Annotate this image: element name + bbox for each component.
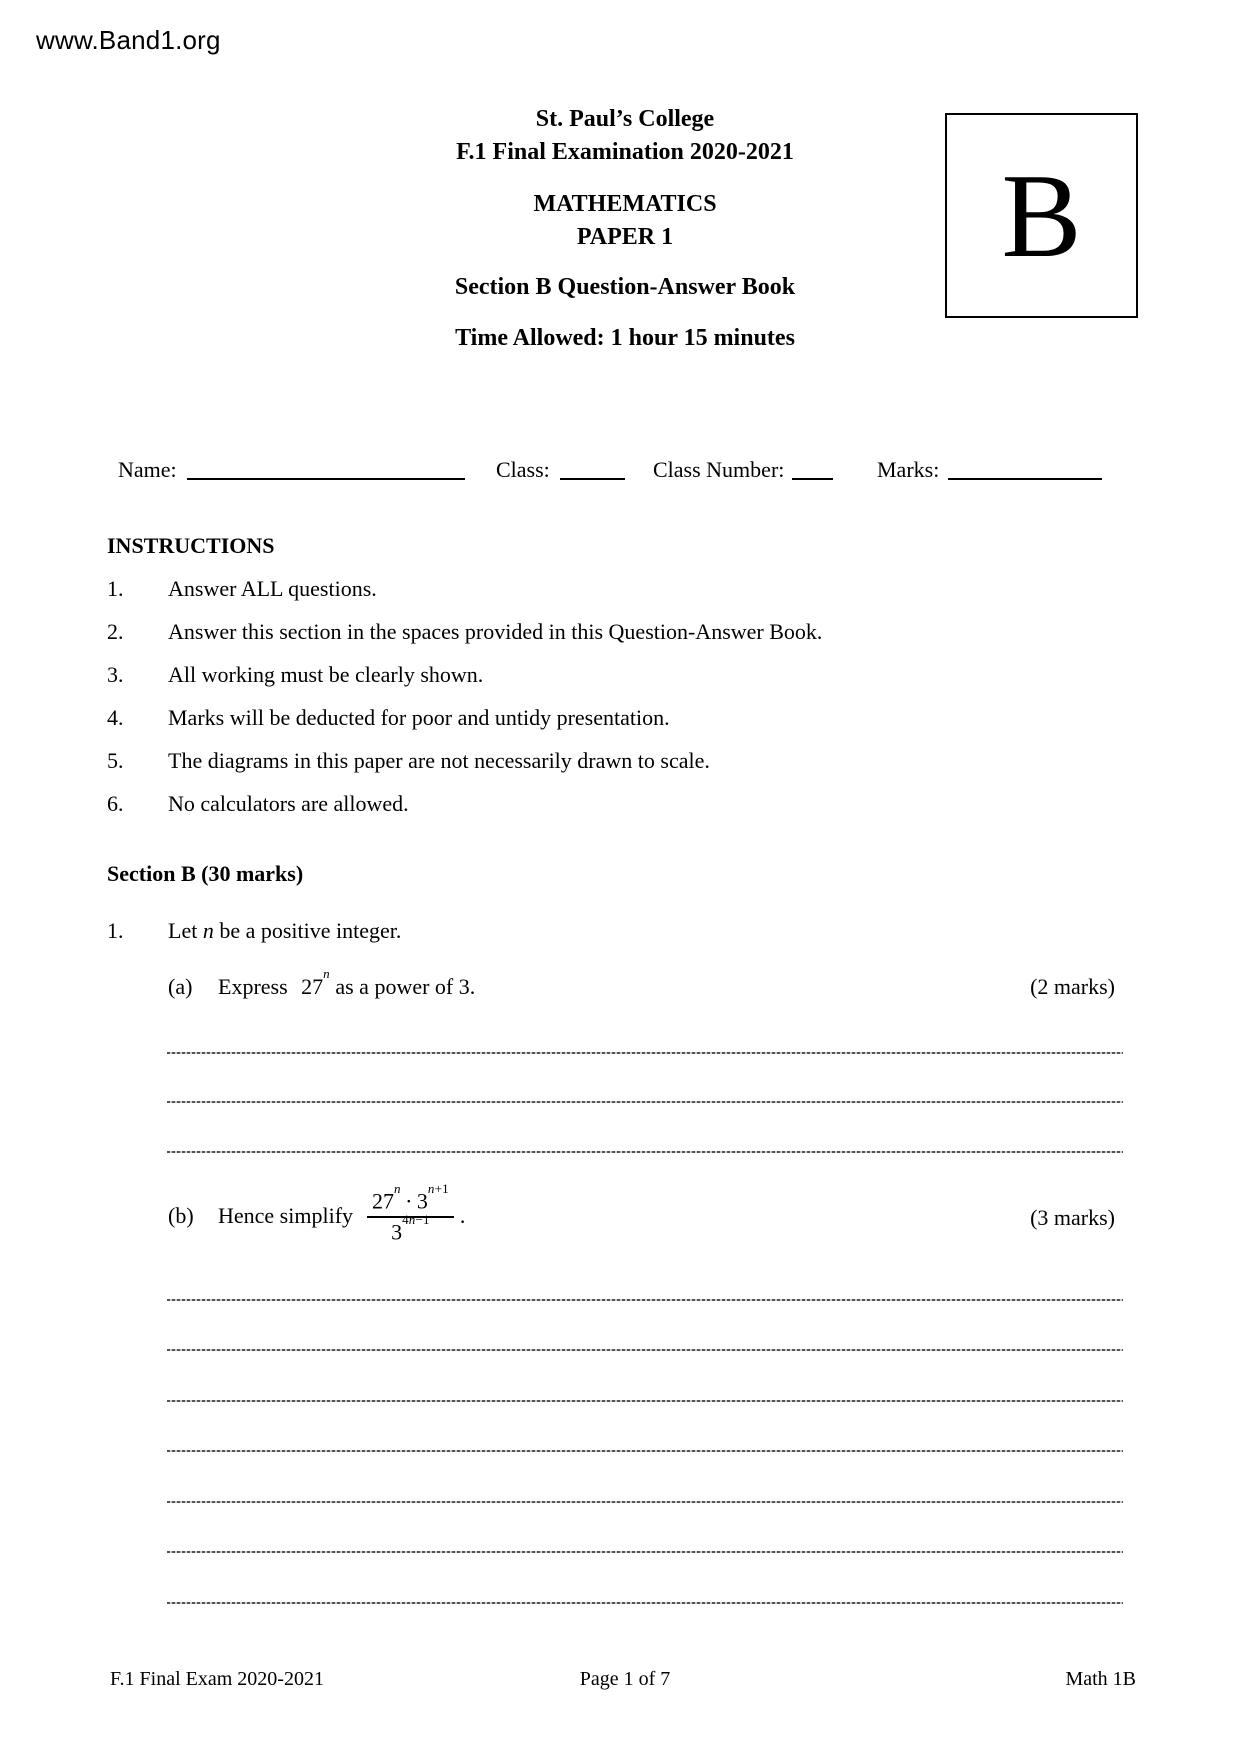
instruction-item bbox=[107, 662, 483, 688]
version-box bbox=[945, 113, 1138, 318]
subject-title: MATHEMATICS bbox=[533, 191, 717, 217]
instruction-text: All working must be clearly shown. bbox=[168, 662, 484, 687]
part-b-row bbox=[168, 1180, 465, 1252]
instruction-number: 3. bbox=[107, 662, 124, 687]
footer-page-number: Page 1 of 7 bbox=[579, 1668, 671, 1690]
version-letter: B bbox=[1001, 148, 1082, 282]
class-label: Class: bbox=[496, 457, 550, 482]
question-number: 1. bbox=[107, 918, 124, 943]
part-b-marks: (3 marks) bbox=[1030, 1205, 1115, 1230]
instructions-title: INSTRUCTIONS bbox=[107, 533, 275, 558]
instruction-item bbox=[107, 619, 822, 645]
book-title: Section B Question-Answer Book bbox=[454, 274, 796, 300]
instruction-item bbox=[107, 748, 710, 774]
class-blank bbox=[560, 458, 625, 480]
school-name: St. Paul’s College bbox=[535, 106, 715, 132]
name-field bbox=[118, 455, 465, 482]
instruction-item bbox=[107, 791, 409, 817]
instruction-number: 4. bbox=[107, 705, 124, 730]
fraction bbox=[367, 1181, 454, 1244]
instruction-text: Marks will be deducted for poor and untidy presentation. bbox=[168, 705, 670, 730]
paper-title: PAPER 1 bbox=[576, 224, 674, 250]
footer-left: F.1 Final Exam 2020-2021 bbox=[110, 1668, 324, 1690]
answer-line bbox=[167, 1052, 1123, 1054]
answer-line bbox=[167, 1400, 1123, 1402]
instruction-number: 2. bbox=[107, 619, 124, 644]
marks-field bbox=[877, 455, 1102, 482]
exam-title: F.1 Final Examination 2020-2021 bbox=[456, 139, 794, 165]
instruction-text: No calculators are allowed. bbox=[168, 791, 409, 816]
class-number-field bbox=[653, 455, 833, 482]
answer-line bbox=[167, 1299, 1123, 1301]
part-b-label: (b) bbox=[168, 1203, 194, 1228]
part-b-period: . bbox=[459, 1203, 466, 1228]
answer-line bbox=[167, 1151, 1123, 1153]
answer-line bbox=[167, 1349, 1123, 1351]
instruction-number: 5. bbox=[107, 748, 124, 773]
part-a-marks: (2 marks) bbox=[1030, 974, 1115, 999]
question-1-stem bbox=[107, 918, 401, 944]
fraction-numerator: $27^n \cdot 3^{n+1}$ bbox=[372, 1181, 449, 1214]
fraction-denominator: $3^{4n-1}$ bbox=[391, 1211, 430, 1244]
exponent-n-plus-1: n+1 bbox=[427, 1181, 449, 1197]
instruction-text: Answer ALL questions. bbox=[168, 576, 377, 601]
variable-n: n bbox=[202, 918, 214, 943]
stem-text: Let n be a positive integer. bbox=[168, 918, 402, 943]
class-number-label: Class Number: bbox=[653, 457, 785, 482]
time-allowed: Time Allowed: 1 hour 15 minutes bbox=[455, 325, 795, 351]
exponent-4n-minus-1: 4n−1 bbox=[402, 1211, 430, 1227]
marks-label: Marks: bbox=[877, 457, 940, 482]
part-a-text: Express 27$^n$ as a power of 3. bbox=[218, 966, 476, 1000]
section-title: Section B (30 marks) bbox=[107, 861, 304, 886]
class-field bbox=[496, 455, 625, 482]
part-a-label: (a) bbox=[168, 974, 193, 1000]
answer-line bbox=[167, 1501, 1123, 1503]
name-blank bbox=[187, 458, 465, 480]
exponent-n: n bbox=[323, 966, 330, 981]
name-label: Name: bbox=[118, 457, 177, 482]
instruction-text: The diagrams in this paper are not necessarily drawn to scale. bbox=[168, 748, 710, 773]
instruction-text: Answer this section in the spaces provided in this Question-Answer Book. bbox=[168, 619, 823, 644]
instruction-item bbox=[107, 576, 377, 602]
answer-line bbox=[167, 1602, 1123, 1604]
part-b-text: Hence simplify bbox=[218, 1203, 354, 1228]
answer-line bbox=[167, 1450, 1123, 1452]
footer-right: Math 1B bbox=[1065, 1668, 1136, 1690]
instruction-number: 1. bbox=[107, 576, 124, 601]
instruction-item bbox=[107, 705, 670, 731]
instruction-number: 6. bbox=[107, 791, 124, 816]
watermark: www.Band1.org bbox=[36, 25, 221, 55]
marks-blank bbox=[948, 458, 1102, 480]
part-a-row bbox=[168, 966, 476, 1000]
answer-line bbox=[167, 1551, 1123, 1553]
answer-line bbox=[167, 1101, 1123, 1103]
class-number-blank bbox=[792, 458, 833, 480]
